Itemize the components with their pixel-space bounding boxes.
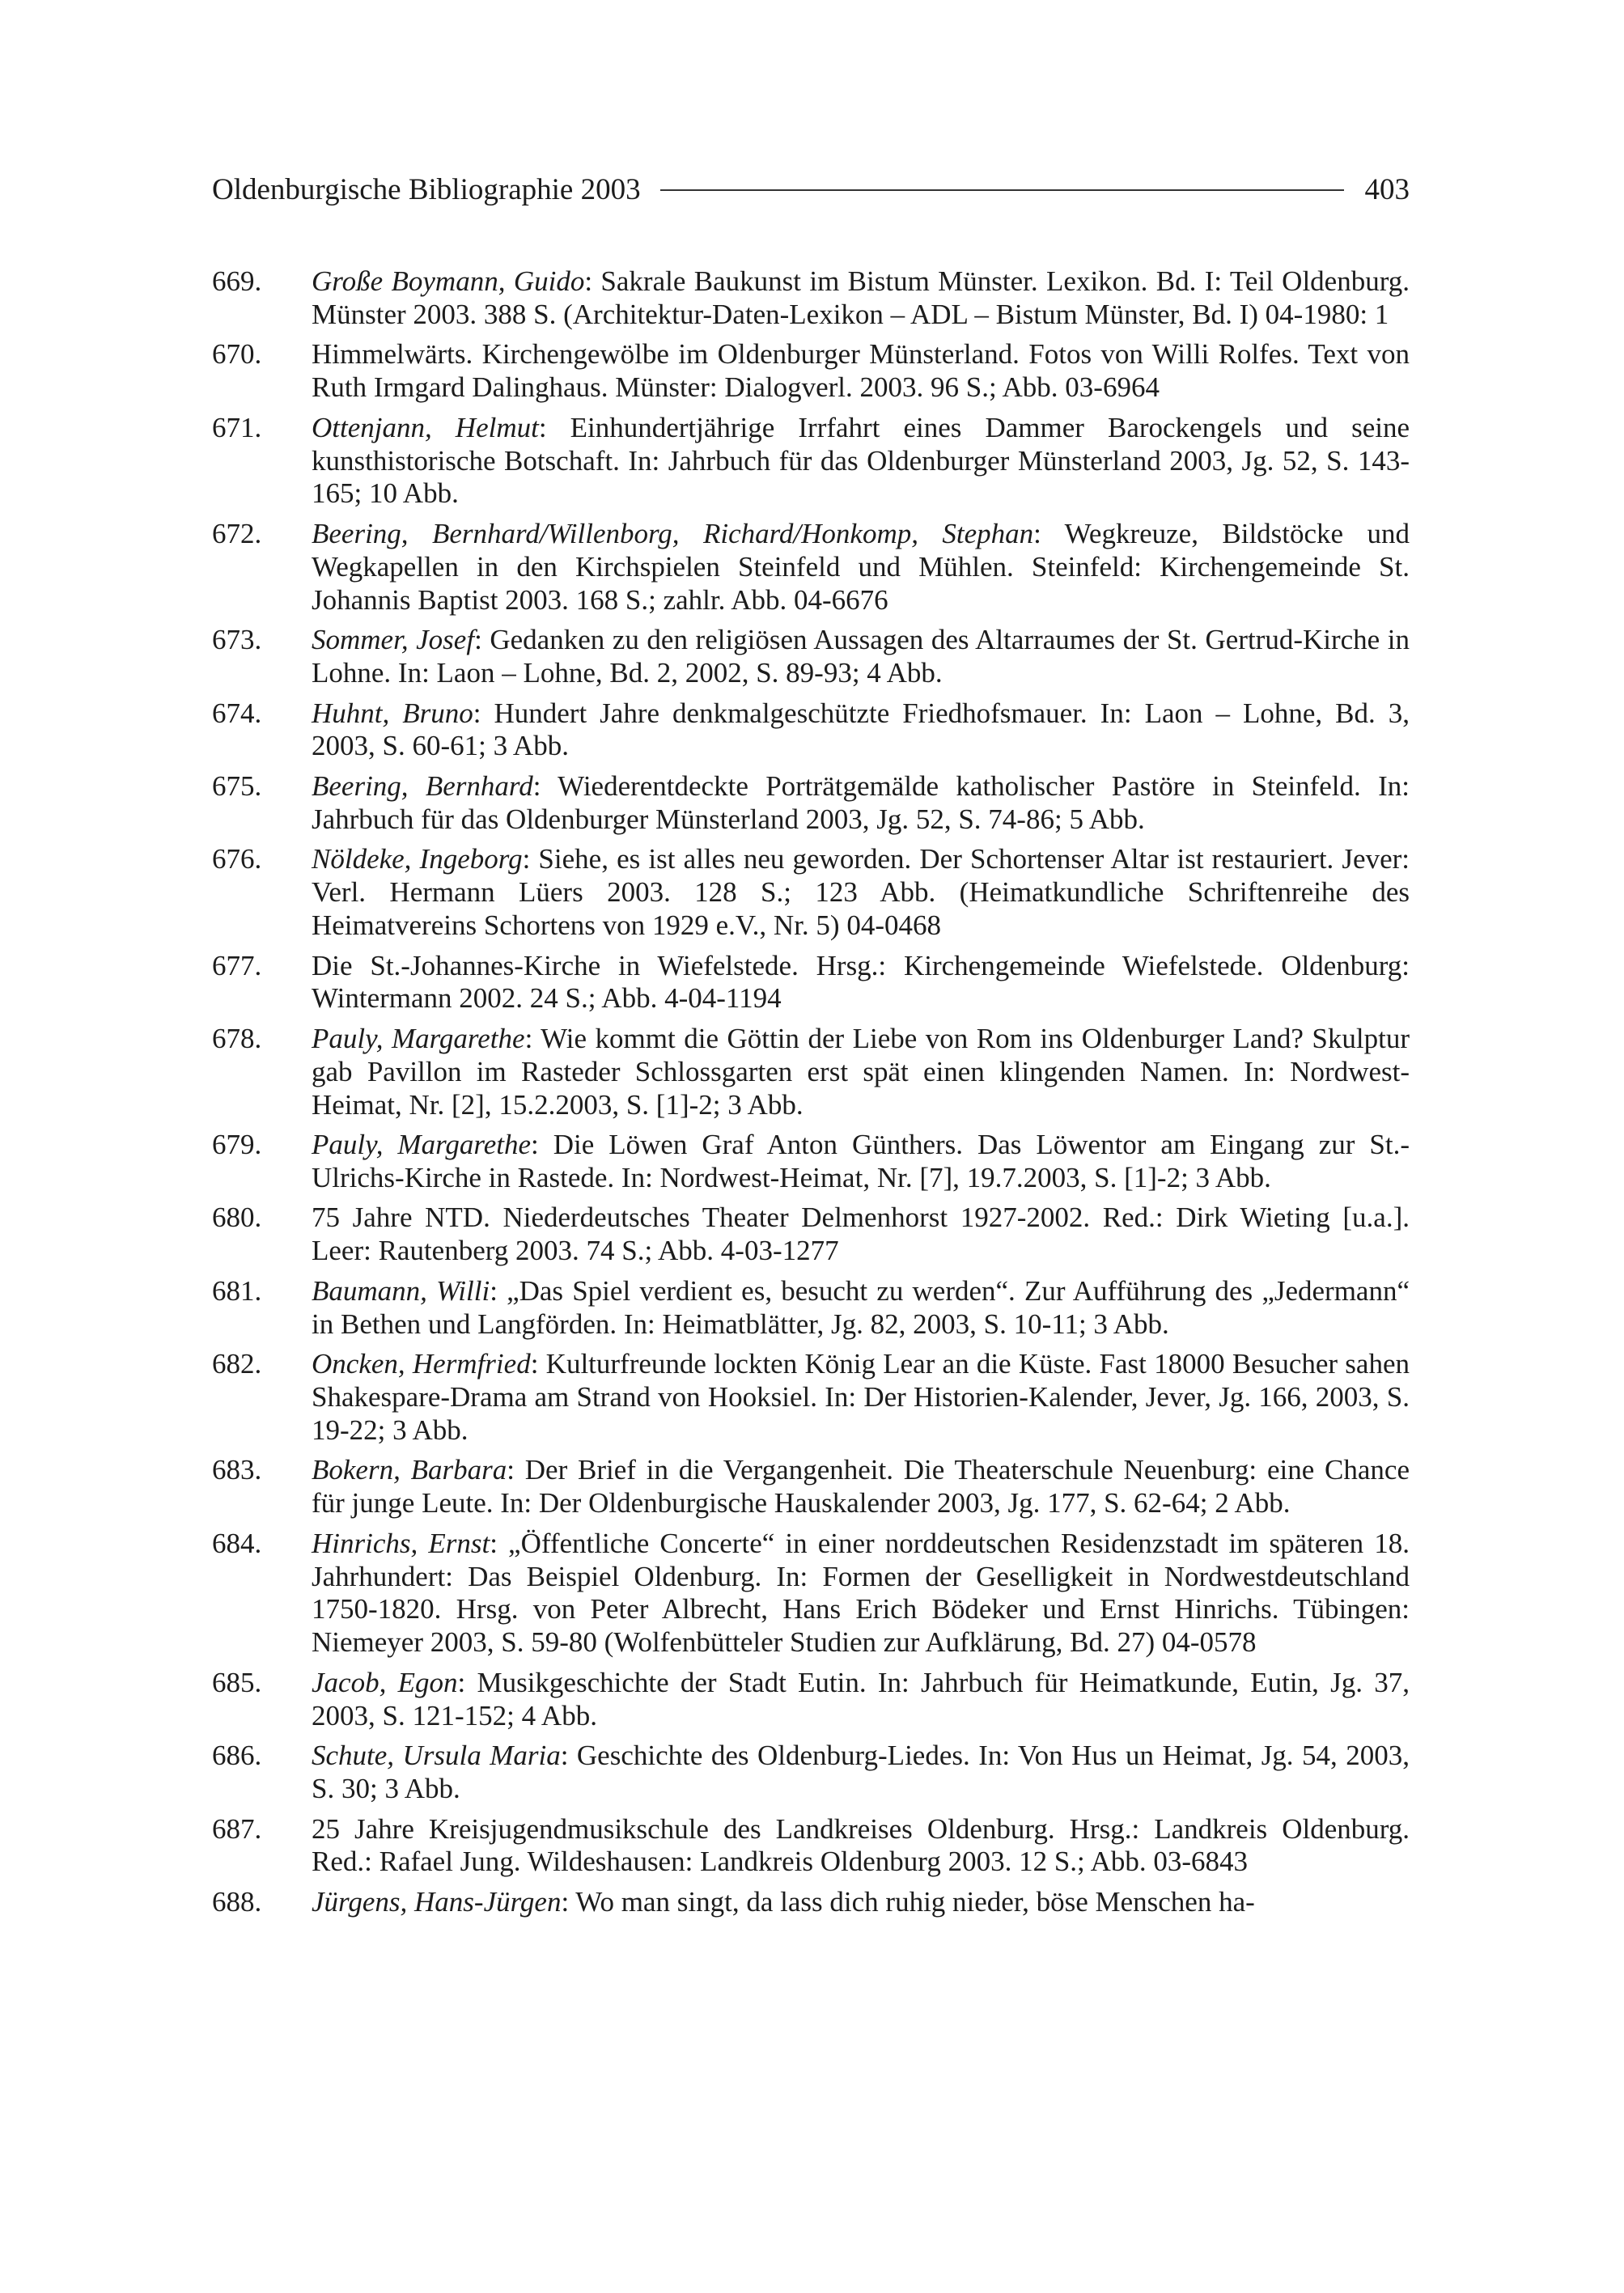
entry-text: : Geschichte des Oldenburg-Liedes. In: Von Hus un Heimat, Jg. 54, 2003, S. 30; 3 Abb.: [312, 1740, 1410, 1805]
entry-text: Himmelwärts. Kirchengewölbe im Oldenburger Münsterland. Fotos von Willi Rolfes. Text von Ruth Irmgard Dalinghaus. Münster: Dialogverl. 2003. 96 S.; Abb. 03-6964: [312, 338, 1410, 404]
entry-body: [312, 412, 1410, 511]
entry-677: [212, 950, 1410, 1016]
entry-body: [312, 1129, 1410, 1195]
entry-text: : Der Brief in die Vergangenheit. Die Theaterschule Neuenburg: eine Chance für junge Leute. In: Der Oldenburgische Hauskalender 2003, Jg. 177, S. 62-64; 2 Abb.: [312, 1454, 1410, 1519]
entry-684: [212, 1528, 1410, 1659]
entry-author: Ottenjann, Helmut: [312, 411, 539, 443]
entry-679: [212, 1129, 1410, 1195]
entry-text: : Die Löwen Graf Anton Günthers. Das Löwentor am Eingang zur St.-Ulrichs-Kirche in Rastede. In: Nordwest-Heimat, Nr. [7], 19.7.2003, S. [1]-2; 3 Abb.: [312, 1129, 1410, 1193]
entry-body: [312, 1528, 1410, 1659]
entry-author: Hinrichs, Ernst: [312, 1527, 490, 1559]
entry-670: [212, 338, 1410, 405]
entry-author: Nöldeke, Ingeborg: [312, 843, 523, 875]
entry-body: [312, 518, 1410, 617]
entry-687: [212, 1813, 1410, 1880]
entry-author: Baumann, Willi: [312, 1274, 490, 1307]
entry-number: 688.: [212, 1886, 262, 1918]
entry-number: 681.: [212, 1274, 262, 1307]
entry-number: 682.: [212, 1348, 262, 1380]
entry-body: [312, 1740, 1410, 1806]
entry-body: [312, 265, 1410, 332]
page-number: 403: [1364, 172, 1410, 206]
entry-671: [212, 412, 1410, 511]
entry-number: 679.: [212, 1129, 262, 1161]
entry-text: : „Öffentliche Concerte“ in einer norddeutschen Residenzstadt im späteren 18. Jahrhundert: Das Beispiel Oldenburg. In: Formen der Geselligkeit in Nordwestdeutschland 1750-1820. Hrsg. von Peter Albrecht, Hans Erich Bödeker und Ernst Hinrichs. Tübingen: Niemeyer 2003, S. 59-80 (Wolfenbütteler Studien zur Aufklärung, Bd. 27) 04-0578: [312, 1527, 1410, 1659]
entry-body: [312, 1202, 1410, 1268]
entry-686: [212, 1740, 1410, 1806]
entry-680: [212, 1202, 1410, 1268]
entry-body: [312, 1023, 1410, 1121]
entry-number: 670.: [212, 338, 262, 371]
entry-text: : Einhundertjährige Irrfahrt eines Dammer Barockengels und seine kunsthistorische Botschaft. In: Jahrbuch für das Oldenburger Münsterland 2003, Jg. 52, S. 143-165; 10 Abb.: [312, 411, 1410, 510]
entry-body: [312, 843, 1410, 942]
running-head: [212, 167, 1410, 212]
entry-number: 678.: [212, 1022, 262, 1054]
entry-author: Große Boymann, Guido: [312, 265, 585, 297]
entry-text: : Wie kommt die Göttin der Liebe von Rom ins Oldenburger Land? Skulptur gab Pavillon im Rasteder Schlossgarten erst spät einen klingenden Namen. In: Nordwest-Heimat, Nr. [2], 15.2.2003, S. [1]-2; 3 Abb.: [312, 1022, 1410, 1121]
entry-688: [212, 1886, 1410, 1919]
entry-678: [212, 1023, 1410, 1121]
entry-685: [212, 1667, 1410, 1733]
entry-text: : Wo man singt, da lass dich ruhig nieder, böse Menschen ha-: [561, 1886, 1255, 1918]
entry-672: [212, 518, 1410, 617]
entry-body: [312, 697, 1410, 764]
entry-number: 677.: [212, 949, 262, 981]
entry-body: [312, 1886, 1410, 1919]
bibliography-list: [212, 265, 1410, 1926]
entry-text: : Sakrale Baukunst im Bistum Münster. Lexikon. Bd. I: Teil Oldenburg. Münster 2003. 388 S. (Architektur-Daten-Lexikon – ADL – Bistum Münster, Bd. I) 04-1980: 1: [312, 265, 1410, 330]
entry-author: Sommer, Josef: [312, 624, 475, 656]
entry-body: [312, 770, 1410, 837]
entry-text: : Kulturfreunde lockten König Lear an die Küste. Fast 18000 Besucher sahen Shakespare-Drama am Strand von Hooksiel. In: Der Historien-Kalender, Jever, Jg. 166, 2003, S. 19-22; 3 Abb.: [312, 1348, 1410, 1446]
entry-author: Bokern, Barbara: [312, 1454, 507, 1486]
entry-number: 684.: [212, 1527, 262, 1559]
entry-body: [312, 1454, 1410, 1520]
entry-body: [312, 950, 1410, 1016]
entry-number: 680.: [212, 1202, 262, 1234]
entry-author: Jürgens, Hans-Jürgen: [312, 1886, 562, 1918]
publication-title: Oldenburgische Bibliographie 2003: [212, 172, 641, 206]
entry-669: [212, 265, 1410, 332]
entry-number: 671.: [212, 411, 262, 443]
entry-author: Oncken, Hermfried: [312, 1348, 531, 1380]
entry-683: [212, 1454, 1410, 1520]
entry-number: 685.: [212, 1666, 262, 1698]
entry-number: 669.: [212, 265, 262, 297]
entry-text: : Wegkreuze, Bildstöcke und Wegkapellen in den Kirchspielen Steinfeld und Mühlen. Steinfeld: Kirchengemeinde St. Johannis Baptist 2003. 168 S.; zahlr. Abb. 04-6676: [312, 517, 1410, 616]
entry-body: [312, 1813, 1410, 1880]
entry-text: : „Das Spiel verdient es, besucht zu werden“. Zur Aufführung des „Jedermann“ in Bethen und Langförden. In: Heimatblätter, Jg. 82, 2003, S. 10-11; 3 Abb.: [312, 1274, 1410, 1340]
entry-text: Die St.-Johannes-Kirche in Wiefelstede. Hrsg.: Kirchengemeinde Wiefelstede. Oldenburg: Wintermann 2002. 24 S.; Abb. 4-04-1194: [312, 949, 1410, 1015]
entry-author: Pauly, Margarethe: [312, 1022, 525, 1054]
entry-number: 683.: [212, 1454, 262, 1486]
entry-author: Beering, Bernhard: [312, 769, 533, 802]
entry-675: [212, 770, 1410, 837]
entry-body: [312, 1275, 1410, 1341]
entry-author: Pauly, Margarethe: [312, 1129, 532, 1161]
entry-body: [312, 624, 1410, 690]
entry-number: 674.: [212, 697, 262, 729]
entry-author: Beering, Bernhard/Willenborg, Richard/Honkomp, Stephan: [312, 517, 1034, 549]
entry-674: [212, 697, 1410, 764]
entry-text: : Siehe, es ist alles neu geworden. Der Schortenser Altar ist restauriert. Jever: Verl. Hermann Lüers 2003. 128 S.; 123 Abb. (Heimatkundliche Schriftenreihe des Heimatvereins Schortens von 1929 e.V., Nr. 5) 04-0468: [312, 843, 1410, 941]
entry-number: 686.: [212, 1740, 262, 1772]
entry-text: 75 Jahre NTD. Niederdeutsches Theater Delmenhorst 1927-2002. Red.: Dirk Wieting [u.a.]. Leer: Rautenberg 2003. 74 S.; Abb. 4-03-1277: [312, 1202, 1410, 1267]
header-rule: [660, 189, 1344, 191]
entry-number: 672.: [212, 517, 262, 549]
entry-text: : Gedanken zu den religiösen Aussagen des Altarraumes der St. Gertrud-Kirche in Lohne. In: Laon – Lohne, Bd. 2, 2002, S. 89-93; 4 Abb.: [312, 624, 1410, 689]
entry-681: [212, 1275, 1410, 1341]
entry-682: [212, 1348, 1410, 1447]
entry-text: : Hundert Jahre denkmalgeschützte Friedhofsmauer. In: Laon – Lohne, Bd. 3, 2003, S. 60-61; 3 Abb.: [312, 697, 1410, 762]
entry-number: 675.: [212, 769, 262, 802]
entry-body: [312, 1348, 1410, 1447]
entry-body: [312, 338, 1410, 405]
entry-author: Schute, Ursula Maria: [312, 1740, 561, 1772]
entry-number: 687.: [212, 1812, 262, 1845]
entry-author: Jacob, Egon: [312, 1666, 458, 1698]
entry-author: Huhnt, Bruno: [312, 697, 473, 729]
entry-body: [312, 1667, 1410, 1733]
entry-text: : Musikgeschichte der Stadt Eutin. In: Jahrbuch für Heimatkunde, Eutin, Jg. 37, 2003, S. 121-152; 4 Abb.: [312, 1666, 1410, 1731]
entry-673: [212, 624, 1410, 690]
entry-text: : Wiederentdeckte Porträtgemälde katholischer Pastöre in Steinfeld. In: Jahrbuch für das Oldenburger Münsterland 2003, Jg. 52, S. 74-86; 5 Abb.: [312, 769, 1410, 835]
entry-text: 25 Jahre Kreisjugendmusikschule des Landkreises Oldenburg. Hrsg.: Landkreis Oldenburg. Red.: Rafael Jung. Wildeshausen: Landkreis Oldenburg 2003. 12 S.; Abb. 03-6843: [312, 1812, 1410, 1878]
entry-676: [212, 843, 1410, 942]
entry-number: 676.: [212, 843, 262, 875]
entry-number: 673.: [212, 624, 262, 656]
